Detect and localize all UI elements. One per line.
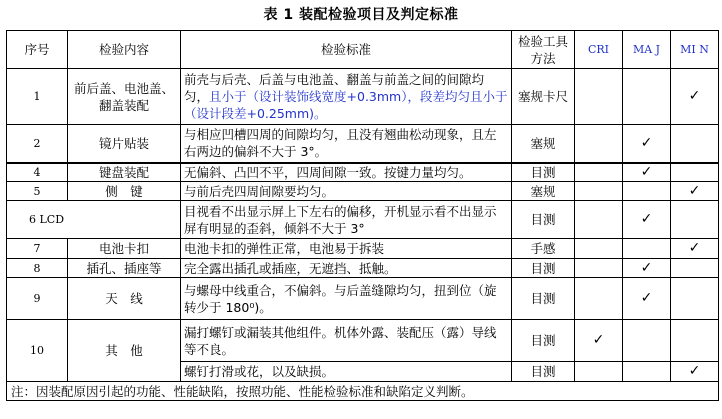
row-tool: 目测 (512, 320, 575, 362)
row-tool: 目测 (512, 163, 575, 182)
check-cri (575, 259, 623, 278)
row-item: 天 线 (68, 278, 181, 320)
table-row (7, 201, 719, 239)
row-standard: 螺钉打滑或花，以及缺损。 (181, 362, 512, 382)
header-idx: 序号 (7, 31, 68, 69)
table-row (7, 125, 719, 163)
row-item: 电池卡扣 (68, 239, 181, 259)
check-min (671, 278, 719, 320)
check-cri (575, 239, 623, 259)
row-tool: 目测 (512, 278, 575, 320)
check-min (671, 125, 719, 163)
check-cri: ✓ (575, 320, 623, 362)
row-tool: 目测 (512, 362, 575, 382)
check-maj (623, 362, 671, 382)
check-cri (575, 182, 623, 201)
table-row (7, 259, 719, 278)
table-note: 注：因装配原因引起的功能、性能缺陷，按照功能、性能检验标准和缺陷定义判断。 (7, 382, 719, 401)
check-cri (575, 163, 623, 182)
note-row (7, 382, 719, 401)
row-index: 7 (7, 239, 68, 259)
row-item: 键盘装配 (68, 163, 181, 182)
check-min: ✓ (671, 69, 719, 125)
row-item: 插孔、插座等 (68, 259, 181, 278)
row-index: 2 (7, 125, 68, 163)
row-tool: 塞规 (512, 182, 575, 201)
table-row (7, 182, 719, 201)
check-min: ✓ (671, 362, 719, 382)
header-cri: CRI (575, 31, 623, 69)
row-index: 8 (7, 259, 68, 278)
header-row (7, 31, 719, 69)
table-row (7, 163, 719, 182)
check-maj: ✓ (623, 125, 671, 163)
check-maj: ✓ (623, 163, 671, 182)
check-maj: ✓ (623, 278, 671, 320)
check-min (671, 320, 719, 362)
check-min (671, 201, 719, 239)
check-maj (623, 182, 671, 201)
header-tool: 检验工具方法 (512, 31, 575, 69)
check-cri (575, 69, 623, 125)
check-maj (623, 239, 671, 259)
check-cri (575, 362, 623, 382)
row-index: 9 (7, 278, 68, 320)
row-index: 6 LCD (7, 201, 181, 239)
check-cri (575, 125, 623, 163)
row-standard: 漏打螺钉或漏装其他组件。机体外露、装配压（露）导线等不良。 (181, 320, 512, 362)
check-cri (575, 278, 623, 320)
check-maj: ✓ (623, 259, 671, 278)
row-tool: 塞规卡尺 (512, 69, 575, 125)
inspection-table (6, 30, 719, 401)
check-maj (623, 69, 671, 125)
row-item: 侧 键 (68, 182, 181, 201)
row-standard (181, 69, 512, 125)
row-standard: 电池卡扣的弹性正常，电池易于拆装 (181, 239, 512, 259)
row-standard: 与前后壳四周间隙要均匀。 (181, 182, 512, 201)
row-index: 4 (7, 163, 68, 182)
header-standard: 检验标准 (181, 31, 512, 69)
table-row (7, 69, 719, 125)
row-tool: 目测 (512, 201, 575, 239)
check-cri (575, 201, 623, 239)
table-title: 表 1 装配检验项目及判定标准 (263, 7, 459, 23)
row-tool: 塞规 (512, 125, 575, 163)
row-item: 镜片贴装 (68, 125, 181, 163)
row-standard: 与相应凹槽四周的间隙均匀，且没有翘曲松动现象，且左右两边的偏斜不大于 3°。 (181, 125, 512, 163)
row-index: 5 (7, 182, 68, 201)
row-tool: 手感 (512, 239, 575, 259)
check-min (671, 163, 719, 182)
table-row (7, 239, 719, 259)
row-standard: 目视看不出显示屏上下左右的偏移，开机显示看不出显示屏有明显的歪斜，倾斜不大于 3° (181, 201, 512, 239)
row-item: 前后盖、电池盖、翻盖装配 (68, 69, 181, 125)
row-index: 1 (7, 69, 68, 125)
header-min: MI N (671, 31, 719, 69)
row-standard: 无偏斜、凸凹不平，四周间隙一致。按键力量均匀。 (181, 163, 512, 182)
check-maj: ✓ (623, 201, 671, 239)
check-maj (623, 320, 671, 362)
standard-text: 前壳与后壳、后盖与电池盖、翻盖与前盖之间的间隙均匀， (184, 72, 485, 104)
header-maj: MA J (623, 31, 671, 69)
table-row (7, 278, 719, 320)
row-tool: 目测 (512, 259, 575, 278)
row-standard: 与螺母中线重合，不偏斜。与后盖缝隙均匀，扭到位（旋转少于 180⁰)。 (181, 278, 512, 320)
row-item: 其 他 (68, 320, 181, 382)
check-min (671, 259, 719, 278)
standard-text-highlight: 且小于（设计装饰线宽度+0.3mm），段差均匀且小于（设计段差+0.25mm)。 (184, 89, 508, 121)
table-row (7, 320, 719, 362)
row-index: 10 (7, 320, 68, 382)
header-item: 检验内容 (68, 31, 181, 69)
check-min: ✓ (671, 239, 719, 259)
row-standard: 完全露出插孔或插座，无遮挡、抵触。 (181, 259, 512, 278)
check-min: ✓ (671, 182, 719, 201)
